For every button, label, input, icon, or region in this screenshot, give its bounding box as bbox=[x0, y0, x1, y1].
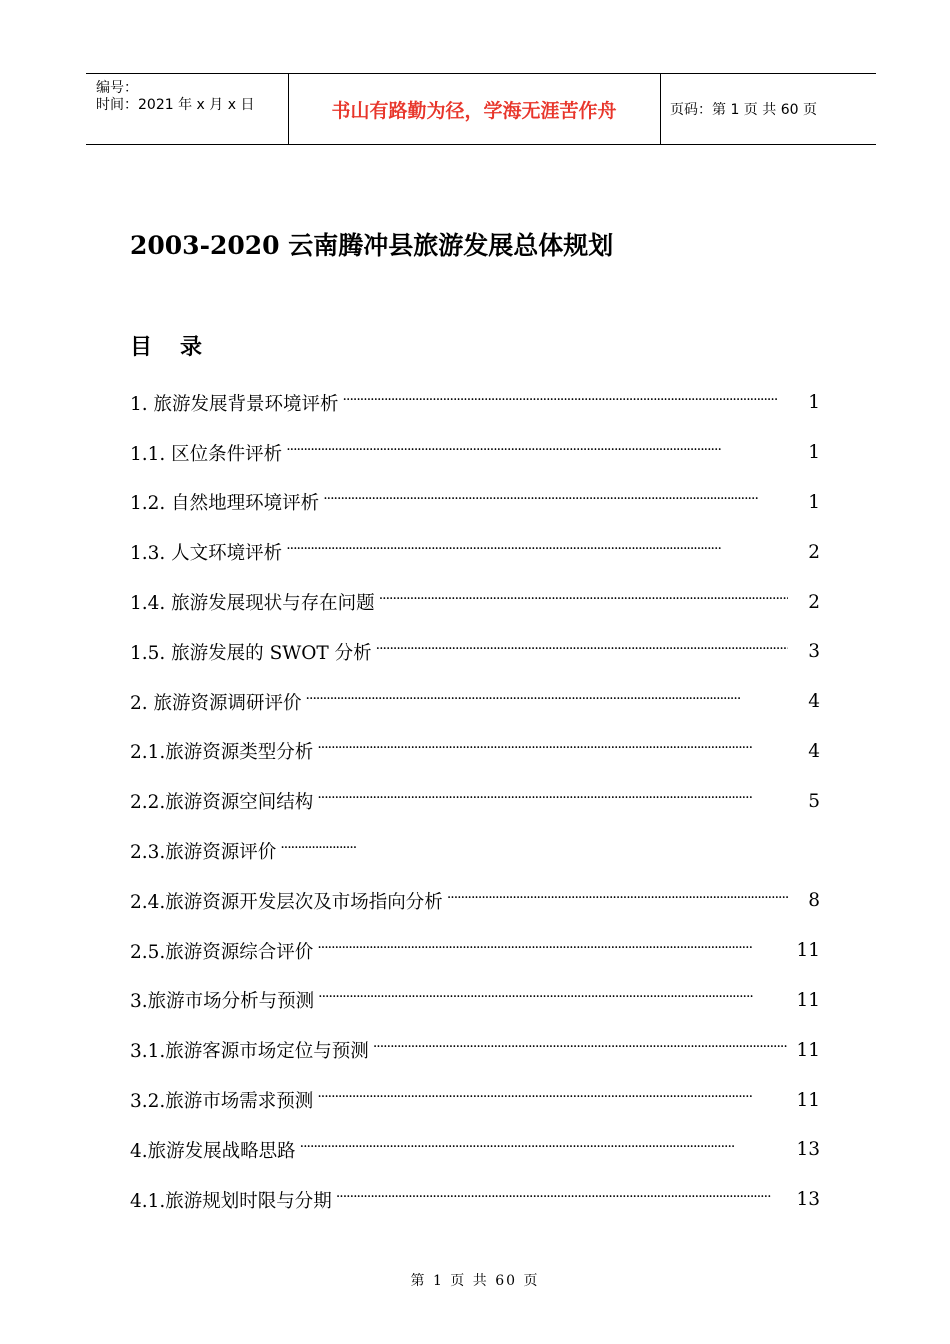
toc-entry-page: 11 bbox=[796, 940, 820, 962]
header-time-label: 时间：2021 年 x 月 x 日 bbox=[96, 97, 255, 113]
toc-entry-page: 3 bbox=[808, 641, 820, 663]
toc-entry[interactable] bbox=[130, 976, 820, 1026]
toc-leader-dots bbox=[317, 1089, 788, 1111]
toc-leader-dots bbox=[317, 940, 788, 962]
toc-entry[interactable] bbox=[130, 527, 820, 577]
toc-leader-dots bbox=[323, 491, 788, 513]
toc-entry-page: 1 bbox=[808, 442, 820, 464]
toc-leader-dots bbox=[286, 442, 788, 464]
toc-leader-dots bbox=[306, 691, 788, 713]
header-divider bbox=[660, 74, 661, 144]
toc-entry[interactable] bbox=[130, 1175, 820, 1225]
toc-entry[interactable] bbox=[130, 727, 820, 777]
toc-entry[interactable] bbox=[130, 577, 820, 627]
toc-entry-page: 13 bbox=[796, 1139, 820, 1161]
toc-entry-label: 1.4. 旅游发展现状与存在问题 bbox=[130, 593, 375, 615]
toc-entry-label: 3.2.旅游市场需求预测 bbox=[130, 1091, 314, 1113]
toc-entry-label: 2.3.旅游资源评价 bbox=[130, 842, 277, 864]
toc-entry[interactable] bbox=[130, 776, 820, 826]
toc-entry-page: 13 bbox=[796, 1189, 820, 1211]
toc-entry-label: 4.旅游发展战略思路 bbox=[130, 1140, 296, 1162]
toc-entry-label: 4.1.旅游规划时限与分期 bbox=[130, 1190, 332, 1212]
toc-leader-dots bbox=[317, 740, 788, 762]
toc-entry-label: 2.4.旅游资源开发层次及市场指向分析 bbox=[130, 891, 443, 913]
toc-entry-page: 8 bbox=[808, 890, 820, 912]
header-motto: 书山有路勤为径，学海无涯苦作舟 bbox=[331, 99, 617, 122]
toc-entry-label: 1.3. 人文环境评析 bbox=[130, 543, 283, 565]
header-id-label: 编号： bbox=[96, 80, 138, 96]
toc-entry[interactable] bbox=[130, 1125, 820, 1175]
toc-entry-page: 11 bbox=[796, 1039, 820, 1061]
toc-entry-page: 4 bbox=[808, 740, 820, 762]
toc-leader-dots bbox=[286, 541, 788, 563]
toc-entry[interactable] bbox=[130, 627, 820, 677]
toc-leader-dots bbox=[376, 641, 788, 663]
toc-entry[interactable] bbox=[130, 876, 820, 926]
toc-entry[interactable] bbox=[130, 378, 820, 428]
toc-entry-page: 11 bbox=[796, 1089, 820, 1111]
toc-entry[interactable] bbox=[130, 1075, 820, 1125]
toc-leader-dots bbox=[318, 989, 788, 1011]
toc-entry-label: 1. 旅游发展背景环境评析 bbox=[130, 393, 339, 415]
toc-leader-dots bbox=[317, 790, 788, 812]
table-of-contents bbox=[130, 378, 820, 1225]
document-title: 2003-2020 云南腾冲县旅游发展总体规划 bbox=[130, 231, 614, 260]
toc-leader-dots bbox=[447, 890, 788, 912]
toc-entry-label: 3.旅游市场分析与预测 bbox=[130, 991, 315, 1013]
toc-leader-dots bbox=[300, 1139, 788, 1161]
toc-leader-dots bbox=[343, 392, 788, 414]
toc-entry-label: 2. 旅游资源调研评价 bbox=[130, 692, 302, 714]
toc-entry[interactable] bbox=[130, 926, 820, 976]
toc-leader-dots bbox=[336, 1189, 788, 1211]
toc-entry-page: 2 bbox=[808, 541, 820, 563]
toc-entry-page: 11 bbox=[796, 989, 820, 1011]
toc-entry-label: 1.5. 旅游发展的 SWOT 分析 bbox=[130, 642, 372, 664]
page-header bbox=[86, 73, 876, 145]
toc-entry-label: 1.2. 自然地理环境评析 bbox=[130, 493, 320, 515]
toc-entry-page: 5 bbox=[808, 790, 820, 812]
toc-leader-dots bbox=[373, 1039, 788, 1061]
toc-entry-page: 1 bbox=[808, 491, 820, 513]
toc-entry-page: 1 bbox=[808, 392, 820, 414]
toc-entry[interactable] bbox=[130, 677, 820, 727]
toc-entry[interactable] bbox=[130, 478, 820, 528]
toc-heading: 目录 bbox=[130, 334, 231, 360]
toc-entry-label: 3.1.旅游客源市场定位与预测 bbox=[130, 1041, 369, 1063]
page-footer: 第 1 页 共 60 页 bbox=[410, 1273, 540, 1289]
header-page-info: 页码：第 1 页 共 60 页 bbox=[670, 102, 817, 118]
toc-entry-page: 2 bbox=[808, 591, 820, 613]
toc-leader-dots bbox=[379, 591, 788, 613]
toc-entry-label: 1.1. 区位条件评析 bbox=[130, 443, 283, 465]
toc-entry-label: 2.1.旅游资源类型分析 bbox=[130, 742, 314, 764]
toc-entry[interactable] bbox=[130, 826, 820, 876]
toc-entry-label: 2.5.旅游资源综合评价 bbox=[130, 941, 314, 963]
toc-entry[interactable] bbox=[130, 1025, 820, 1075]
toc-leader-dots bbox=[280, 840, 356, 862]
toc-entry[interactable] bbox=[130, 428, 820, 478]
toc-entry-label: 2.2.旅游资源空间结构 bbox=[130, 792, 314, 814]
toc-entry-page: 4 bbox=[808, 691, 820, 713]
